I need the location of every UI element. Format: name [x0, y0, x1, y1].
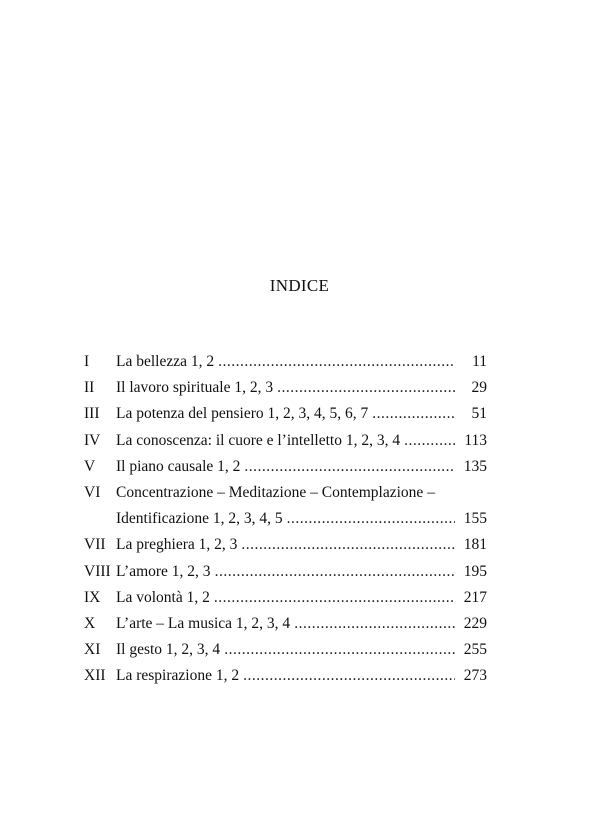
chapter-title: La preghiera 1, 2, 3: [116, 536, 238, 554]
toc-entry[interactable]: [84, 667, 487, 693]
chapter-numeral: I: [84, 353, 90, 370]
dot-leader: [404, 432, 455, 450]
chapter-title: Il piano causale 1, 2: [116, 457, 241, 475]
chapter-numeral: IX: [84, 588, 101, 606]
chapter-title: La potenza del pensiero 1, 2, 3, 4, 5, 6, 7: [116, 405, 369, 423]
toc-entry[interactable]: [84, 641, 487, 667]
toc-entry[interactable]: [84, 432, 487, 458]
page-number: 155: [463, 510, 487, 528]
table-of-contents: [84, 353, 487, 693]
dot-leader: [244, 458, 455, 476]
page-number: 113: [464, 431, 487, 449]
chapter-numeral: X: [84, 614, 96, 632]
chapter-title: Il lavoro spirituale 1, 2, 3: [116, 379, 274, 397]
page-number: 217: [463, 588, 487, 606]
index-title: INDICE: [269, 276, 330, 295]
chapter-title: La bellezza 1, 2: [116, 353, 215, 370]
toc-entry[interactable]: [84, 589, 487, 615]
chapter-numeral: VII: [84, 536, 106, 554]
chapter-numeral: VI: [84, 483, 101, 501]
page-number: 11: [472, 353, 487, 370]
page-number: 135: [463, 457, 487, 475]
dot-leader: [287, 510, 455, 528]
chapter-title: La conoscenza: il cuore e l’intelletto 1, 2, 3, 4: [116, 431, 401, 449]
chapter-numeral: III: [84, 405, 100, 423]
chapter-numeral: II: [84, 379, 95, 397]
toc-entry[interactable]: [84, 563, 487, 589]
toc-entry[interactable]: [84, 379, 487, 405]
toc-entry-continuation[interactable]: [84, 510, 487, 536]
toc-entry[interactable]: [84, 405, 487, 431]
chapter-title: La respirazione 1, 2: [116, 667, 240, 685]
dot-leader: [277, 379, 455, 397]
page-number: 181: [463, 536, 487, 554]
dot-leader: [215, 563, 455, 581]
dot-leader: [243, 667, 455, 685]
chapter-numeral: V: [84, 457, 96, 475]
dot-leader: [214, 589, 455, 607]
chapter-title: L’arte – La musica 1, 2, 3, 4: [116, 614, 291, 632]
page-number: 229: [463, 614, 487, 632]
page-number: 195: [463, 562, 487, 580]
dot-leader: [241, 536, 455, 554]
toc-entry[interactable]: [84, 458, 487, 484]
chapter-numeral: IV: [84, 431, 101, 449]
toc-entry[interactable]: [84, 484, 487, 510]
page-number: 29: [471, 379, 487, 397]
chapter-numeral: XII: [84, 667, 106, 685]
page-number: 255: [463, 641, 487, 659]
dot-leader: [224, 641, 455, 659]
page-number: 51: [471, 405, 487, 423]
toc-entry[interactable]: [84, 536, 487, 562]
page-number: 273: [463, 667, 487, 685]
chapter-numeral: VIII: [84, 562, 111, 580]
toc-entry[interactable]: [84, 353, 487, 379]
chapter-title: L’amore 1, 2, 3: [116, 562, 211, 580]
chapter-title: Identificazione 1, 2, 3, 4, 5: [116, 510, 283, 528]
chapter-title: Concentrazione – Meditazione – Contemplazione –: [116, 483, 435, 501]
dot-leader: [372, 405, 455, 423]
chapter-numeral: XI: [84, 641, 101, 659]
chapter-title: Il gesto 1, 2, 3, 4: [116, 641, 221, 659]
chapter-title: La volontà 1, 2: [116, 588, 210, 606]
dot-leader: [294, 615, 455, 633]
dot-leader: [218, 353, 455, 371]
toc-entry[interactable]: [84, 615, 487, 641]
